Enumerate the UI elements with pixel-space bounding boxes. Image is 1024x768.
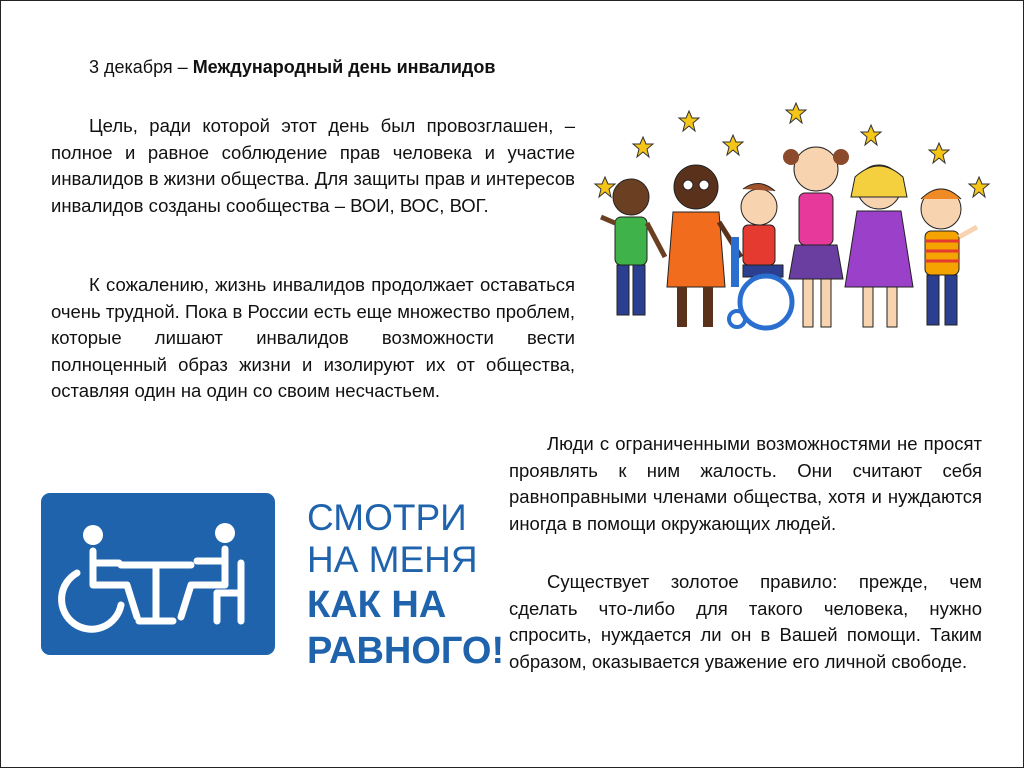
page-title (89, 57, 495, 78)
slogan (307, 499, 504, 676)
paragraph-problems: К сожалению, жизнь инвалидов продолжает оставаться очень трудной. Пока в России есть еще множество проблем, которые лишают инвалидов возможности вести полноценный образ жизни и изолируют их от общества, оставляя один на один со своим несчастьем. (51, 274, 575, 402)
title-event: Международный день инвалидов (192, 57, 496, 77)
slogan-line-2: НА МЕНЯ (307, 539, 478, 580)
slogan-line-3: КАК НА (307, 584, 447, 626)
slogan-line-4: РАВНОГО! (307, 630, 505, 672)
paragraph-golden-rule: Существует золотое правило: прежде, чем сделать что-либо для такого человека, нужно спросить, нуждается ли он в Вашей помощи. Таким образом, оказывается уважение его личной свободе. (509, 571, 982, 672)
child-figure (601, 179, 665, 315)
child-figure (667, 165, 741, 327)
slogan-line-1: СМОТРИ (307, 497, 467, 538)
wheelchair-user-at-table-icon (41, 493, 275, 655)
child-in-wheelchair (729, 183, 792, 328)
title-date: 3 декабря – (89, 57, 193, 77)
paragraph-respect: Люди с ограниченными возможностями не просят проявлять к ним жалость. Они считают себя равноправными членами общества, хотя и нуждаются иногда в помощи окружающих людей. (509, 433, 982, 534)
accessibility-sign (41, 493, 275, 655)
paragraph-goal: Цель, ради которой этот день был провозглашен, – полное и равное соблюдение прав человека и участие инвалидов в жизни общества. Для защиты прав и интересов инвалидов созданы сообщества – ВОИ, ВОС, ВОГ. (51, 115, 575, 216)
child-figure (845, 165, 913, 327)
children-holding-hands-illustration (591, 97, 991, 342)
child-figure (921, 189, 977, 325)
